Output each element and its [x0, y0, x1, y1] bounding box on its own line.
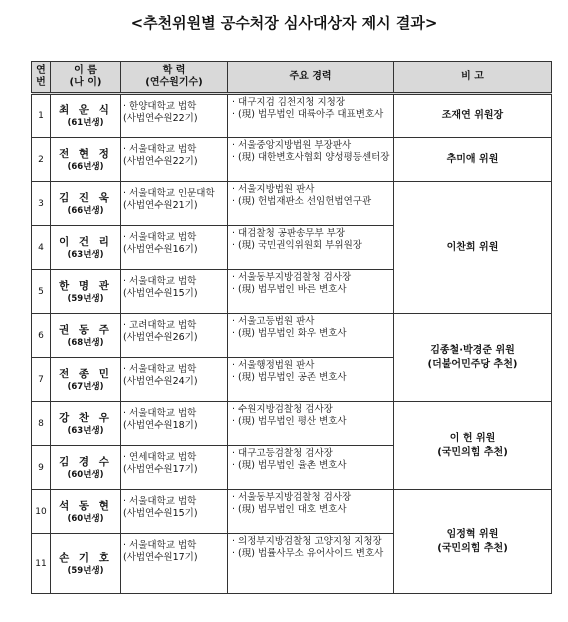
candidate-name-cell: 강 찬 우 (63년생) [51, 402, 121, 446]
row-number: 11 [32, 534, 51, 594]
career-cell: · 서울동부지방검찰청 검사장 · (現) 법무법인 대호 변호사 [228, 490, 394, 534]
candidate-name-cell: 석 동 현 (60년생) [51, 490, 121, 534]
career-cell: · 대검찰청 공판송무부 부장 · (現) 국민권익위원회 부위원장 [228, 226, 394, 270]
candidate-name-cell: 이 건 리 (63년생) [51, 226, 121, 270]
candidate-name-cell: 전 현 정 (66년생) [51, 138, 121, 182]
table-header-row [32, 62, 552, 94]
candidate-name-cell: 최 운 식 (61년생) [51, 94, 121, 138]
table-row [32, 182, 552, 226]
education-cell: · 연세대학교 법학 (사법연수원17기) [121, 446, 228, 490]
career-cell: · 서울동부지방검찰청 검사장 · (現) 법무법인 바른 변호사 [228, 270, 394, 314]
education-cell: · 서울대학교 인문대학 (사법연수원21기) [121, 182, 228, 226]
note-cell: 조재연 위원장 [394, 94, 552, 138]
row-number: 4 [32, 226, 51, 270]
education-cell: · 서울대학교 법학 (사법연수원18기) [121, 402, 228, 446]
career-cell: · 수원지방검찰청 검사장 · (現) 법무법인 평산 변호사 [228, 402, 394, 446]
note-cell: 이 헌 위원 (국민의힘 추천) [394, 402, 552, 490]
career-cell: · 대구지검 김천지청 지청장 · (現) 법무법인 대륙아주 대표변호사 [228, 94, 394, 138]
education-cell: · 서울대학교 법학 (사법연수원15기) [121, 270, 228, 314]
header-number: 연 번 [32, 62, 51, 94]
row-number: 2 [32, 138, 51, 182]
education-cell: · 서울대학교 법학 (사법연수원15기) [121, 490, 228, 534]
table-row [32, 314, 552, 358]
education-cell: · 고려대학교 법학 (사법연수원26기) [121, 314, 228, 358]
candidate-name-cell: 전 종 민 (67년생) [51, 358, 121, 402]
education-cell: · 서울대학교 법학 (사법연수원16기) [121, 226, 228, 270]
note-cell: 추미애 위원 [394, 138, 552, 182]
career-cell: · 서울행정법원 판사 · (現) 법무법인 공존 변호사 [228, 358, 394, 402]
education-cell: · 서울대학교 법학 (사법연수원24기) [121, 358, 228, 402]
page-title: <추천위원별 공수처장 심사대상자 제시 결과> [130, 14, 438, 32]
career-cell: · 서울지방법원 판사 · (現) 헌법재판소 선임헌법연구관 [228, 182, 394, 226]
table-row [32, 94, 552, 138]
row-number: 1 [32, 94, 51, 138]
education-cell: · 서울대학교 법학 (사법연수원17기) [121, 534, 228, 594]
candidate-table [31, 61, 552, 594]
header-education: 학 력 (연수원기수) [121, 62, 228, 94]
education-cell: · 서울대학교 법학 (사법연수원22기) [121, 138, 228, 182]
candidate-name-cell: 김 진 욱 (66년생) [51, 182, 121, 226]
row-number: 7 [32, 358, 51, 402]
header-career: 주요 경력 [228, 62, 394, 94]
row-number: 10 [32, 490, 51, 534]
row-number: 5 [32, 270, 51, 314]
candidate-name-cell: 손 기 호 (59년생) [51, 534, 121, 594]
row-number: 6 [32, 314, 51, 358]
table-row [32, 490, 552, 534]
candidate-name-cell: 한 명 관 (59년생) [51, 270, 121, 314]
table-row [32, 138, 552, 182]
career-cell: · 의정부지방검찰청 고양지청 지청장 · (現) 법률사무소 유어사이드 변호사 [228, 534, 394, 594]
row-number: 8 [32, 402, 51, 446]
note-cell: 임정혁 위원 (국민의힘 추천) [394, 490, 552, 594]
row-number: 3 [32, 182, 51, 226]
header-note: 비 고 [394, 62, 552, 94]
note-cell: 김종철·박경준 위원 (더불어민주당 추천) [394, 314, 552, 402]
header-name: 이 름 (나 이) [51, 62, 121, 94]
education-cell: · 한양대학교 법학 (사법연수원22기) [121, 94, 228, 138]
career-cell: · 대구고등검찰청 검사장 · (現) 법무법인 율촌 변호사 [228, 446, 394, 490]
candidate-name-cell: 김 경 수 (60년생) [51, 446, 121, 490]
career-cell: · 서울중앙지방법원 부장판사 · (現) 대한변호사협회 양성평등센터장 [228, 138, 394, 182]
career-cell: · 서울고등법원 판사 · (現) 법무법인 화우 변호사 [228, 314, 394, 358]
note-cell: 이찬희 위원 [394, 182, 552, 314]
row-number: 9 [32, 446, 51, 490]
table-row [32, 402, 552, 446]
candidate-name-cell: 권 동 주 (68년생) [51, 314, 121, 358]
